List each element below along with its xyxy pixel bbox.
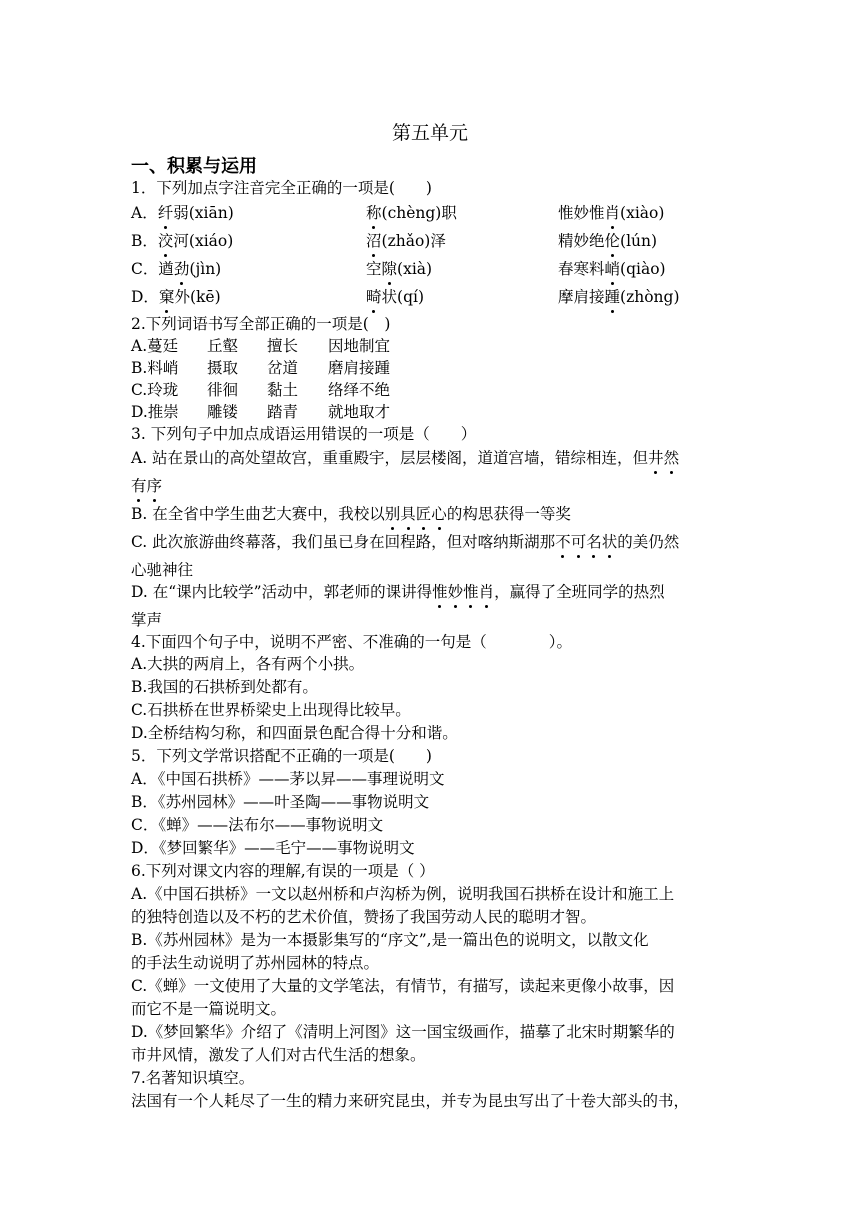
- q3-option-a-line1: A. 站在景山的高处望故宫，重重殿宇，层层楼阁，道道宫墙，错综相连，但井然: [131, 449, 680, 467]
- q1-option-b2: 沼(zhǎo)泽: [366, 232, 446, 250]
- q6-option-d-line2: 市井风情，激发了人们对古代生活的想象。: [131, 1046, 426, 1064]
- q5-option-b: B．《苏州园林》——叶圣陶——事物说明文: [131, 793, 430, 811]
- q3-option-d-line1: D. 在“课内比较学”活动中，郭老师的课讲得惟妙惟肖，赢得了全班同学的热烈: [131, 583, 665, 601]
- question-2-stem: 2.下列词语书写全部正确的一项是( ): [131, 315, 391, 333]
- q6-option-b-line1: B.《苏州园林》是为一本摄影集写的“序文”,是一篇出色的说明文，以散文化: [131, 931, 649, 949]
- q7-paragraph: 法国有一个人耗尽了一生的精力来研究昆虫，并专为昆虫写出了十卷大部头的书，: [131, 1092, 690, 1110]
- question-6-stem: 6.下列对课文内容的理解,有误的一项是（ ）: [131, 862, 435, 880]
- q1-option-d3: 摩肩接踵(zhòng): [558, 288, 680, 306]
- q2-option-a: A.蔓廷 丘壑 擅长 因地制宜: [131, 337, 391, 355]
- page-title: 第五单元: [391, 122, 468, 144]
- q1-option-d1: D．窠外(kē): [131, 288, 221, 306]
- q6-option-a-line2: 的独特创造以及不朽的艺术价值，赞扬了我国劳动人民的聪明才智。: [131, 908, 597, 926]
- q1-option-a1: A．纤弱(xiān): [131, 204, 234, 222]
- q4-option-c: C.石拱桥在世界桥梁史上出现得比较早。: [131, 701, 411, 719]
- q4-option-d: D.全桥结构匀称，和四面景色配合得十分和谐。: [131, 724, 458, 742]
- q4-option-b: B.我国的石拱桥到处都有。: [131, 678, 318, 696]
- q1-option-b1: B．洨河(xiáo): [131, 232, 234, 250]
- question-1-stem: 1．下列加点字注音完全正确的一项是( ): [131, 179, 432, 197]
- q6-option-d-line1: D.《梦回繁华》介绍了《清明上河图》这一国宝级画作，描摹了北宋时期繁华的: [131, 1023, 675, 1041]
- q1-option-a2: 称(chèng)职: [366, 204, 457, 222]
- q1-option-c1: C．遒劲(jìn): [131, 260, 222, 278]
- q1-option-d2: 畸状(qí): [366, 288, 424, 306]
- q3-option-c-line2: 心驰神往: [131, 561, 194, 579]
- q1-option-c2: 空隙(xià): [366, 260, 433, 278]
- question-3-stem: 3. 下列句子中加点成语运用错误的一项是（ ）: [131, 425, 477, 443]
- q4-option-a: A.大拱的两肩上，各有两个小拱。: [131, 655, 365, 673]
- q6-option-c-line1: C.《蝉》一文使用了大量的文学笔法，有情节，有描写，读起来更像小故事，因: [131, 977, 675, 995]
- question-7-stem: 7.名著知识填空。: [131, 1069, 255, 1087]
- question-5-stem: 5．下列文学常识搭配不正确的一项是( ): [131, 747, 432, 765]
- question-4-stem: 4.下面四个句子中，说明不严密、不准确的一句是（ ）。: [131, 633, 573, 651]
- q2-option-c: C.玲珑 徘徊 黏土 络绎不绝: [131, 381, 391, 399]
- q1-option-a3: 惟妙惟肖(xiào): [558, 204, 665, 222]
- q3-option-a-line2: 有序: [131, 477, 163, 495]
- q2-option-d: D.推崇 雕镂 踏青 就地取才: [131, 403, 391, 421]
- q2-option-b: B.料峭 摄取 岔道 磨肩接踵: [131, 359, 391, 377]
- q5-option-d: D．《梦回繁华》——毛宁——事物说明文: [131, 839, 415, 857]
- q6-option-c-line2: 而它不是一篇说明文。: [131, 1000, 287, 1018]
- q3-option-d-line2: 掌声: [131, 611, 163, 629]
- q3-option-c-line1: C. 此次旅游曲终幕落，我们虽已身在回程路，但对喀纳斯湖那不可名状的美仍然: [131, 533, 680, 551]
- q6-option-b-line2: 的手法生动说明了苏州园林的特点。: [131, 954, 380, 972]
- q5-option-a: A．《中国石拱桥》——茅以昇——事理说明文: [131, 770, 445, 788]
- q5-option-c: C．《蝉》——法布尔——事物说明文: [131, 816, 384, 834]
- section-heading: 一、积累与运用: [131, 156, 257, 177]
- q1-option-c3: 春寒料峭(qiào): [558, 260, 666, 278]
- q3-option-b: B. 在全省中学生曲艺大赛中，我校以别具匠心的构思获得一等奖: [131, 505, 571, 523]
- q6-option-a-line1: A.《中国石拱桥》一文以赵州桥和卢沟桥为例，说明我国石拱桥在设计和施工上: [131, 885, 675, 903]
- q1-option-b3: 精妙绝伦(lún): [558, 232, 658, 250]
